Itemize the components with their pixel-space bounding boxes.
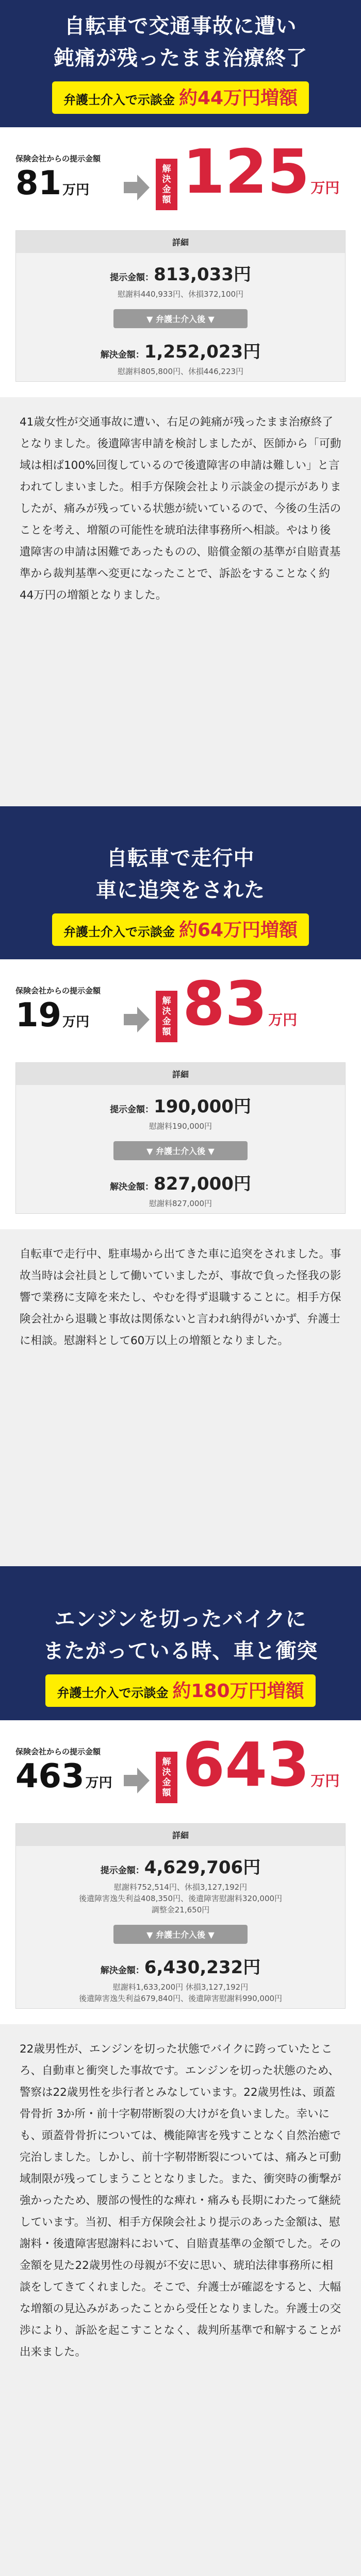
after-amount: 125万円 [183, 136, 340, 207]
offer-value: 4,629,706円 [144, 1857, 261, 1878]
detail-header: 詳細 [16, 1063, 345, 1085]
case-card [0, 1593, 361, 2576]
case-title-line-2: 車に追突をされた [96, 878, 265, 902]
case-header [0, 1593, 361, 1720]
offer-label: 提示金額： [110, 1105, 154, 1115]
settle-label: 解決金額： [100, 350, 144, 360]
case-title-line-1: 自転車で走行中 [106, 846, 255, 870]
case-story: 自転車で走行中、駐車場から出てきた車に追突をされました。事故当時は会社員として働いていましたが、事故で負った怪我の影響で業務に支障を来たし、やむを得ず退職することに。相手方保険会社から退職と事故は関係ないと言われ納得がいかず、弁護士に相談。慰謝料として60万以上の増額となりました。 [0, 1229, 361, 1369]
case-header [0, 0, 361, 127]
before-amount: 81万円 [15, 164, 90, 202]
settle-label: 解決金額： [110, 1182, 154, 1192]
amount-comparison [15, 968, 346, 1051]
badge-prefix: 弁護士介入で示談金 [63, 925, 175, 939]
settlement-tag: 解決金額 [156, 159, 177, 210]
before-amount: 463万円 [15, 1757, 112, 1795]
settle-breakdown: 慰謝料1,633,200円 休損3,127,192円 [112, 1982, 249, 1992]
amount-card [0, 1720, 361, 2024]
arrow-right-icon [124, 1004, 151, 1035]
detail-header: 詳細 [16, 231, 345, 253]
amount-comparison [15, 136, 346, 219]
after-amount: 643万円 [183, 1729, 340, 1800]
offer-value: 813,033円 [154, 264, 251, 285]
after-lawyer-divider: ▼ 弁護士介入後 ▼ [113, 309, 248, 328]
detail-box [15, 1062, 346, 1214]
case-card [0, 832, 361, 1566]
amount-comparison [15, 1729, 346, 1812]
offer-breakdown: 慰謝料190,000円 [149, 1122, 212, 1131]
offer-label: 提示金額： [100, 1866, 144, 1876]
after-lawyer-divider: ▼ 弁護士介入後 ▼ [113, 1925, 248, 1944]
case-title-line-1: エンジンを切ったバイクに [54, 1607, 307, 1631]
settle-value: 6,430,232円 [144, 1957, 261, 1978]
before-label: 保険会社からの提示金額 [15, 154, 101, 163]
offer-breakdown: 慰謝料752,514円、休損3,127,192円 [113, 1883, 248, 1892]
before-amount: 19万円 [15, 996, 90, 1035]
offer-value: 190,000円 [154, 1096, 251, 1117]
offer-breakdown: 調整金21,650円 [151, 1905, 210, 1914]
after-amount: 83万円 [183, 968, 298, 1039]
badge-prefix: 弁護士介入で示談金 [63, 93, 175, 107]
detail-header: 詳細 [16, 1824, 345, 1846]
detail-box [15, 230, 346, 382]
badge-amount: 約180万円増額 [172, 1681, 304, 1702]
case-title-line-2: 鈍痛が残ったまま治療終了 [54, 46, 307, 70]
settle-breakdown: 慰謝料827,000円 [149, 1199, 212, 1208]
increase-badge [52, 81, 309, 114]
case-title-line-2: またがっている時、車と衝突 [43, 1639, 318, 1663]
settle-label: 解決金額： [100, 1965, 144, 1976]
badge-prefix: 弁護士介入で示談金 [57, 1686, 169, 1700]
amount-card [0, 959, 361, 1229]
settle-value: 1,252,023円 [144, 342, 261, 362]
case-story: 41歳女性が交通事故に遭い、右足の鈍痛が残ったまま治療終了となりました。後遺障害申請を検討しましたが、医師から「可動域は相ば100%回復しているので後遺障害の申請は難しい」と言われてしまいました。相手方保険会社より示談金の提示がありましたが、痛みが残っている状態が続いているので、今後の生活のことを考え、増額の可能性を琥珀法律事務所へ相談。やはり後遺障害の申請は困難であったものの、賠償金額の基準が自賠責基準から裁判基準へ変更になったことで、訴訟をすることなく約44万円の増額となりました。 [0, 397, 361, 624]
case-story: 22歳男性が、エンジンを切った状態でバイクに跨っていたところ、自動車と衝突した事故です。エンジンを切った状態のため、警察は22歳男性を歩行者とみなしています。22歳男性は、頭蓋骨骨折 3か所・前十字靭帯断裂の大けがを負いました。幸いにも、頭蓋骨骨折については、機能障害を残すことなく自然治癒で完治しました。しかし、前十字靭帯断裂については、痛みと可動域制限が残ってしまうこととなりました。また、衝突時の衝撃が強かったため、腰部の慢性的な痺れ・痛みも長期にわたって継続しています。当初、相手方保険会社より提示のあった金額は、慰謝料・後遺障害慰謝料において、自賠責基準の金額でした。その金額を見た22歳男性の母親が不安に思い、琥珀法律事務所に相談をしてきてくれました。そこで、弁護士が確認をすると、大幅な増額の見込みがあったことから受任となりました。弁護士の交渉により、訴訟を起こすことなく、裁判所基準で和解することが出来ました。 [0, 2024, 361, 2381]
case-card [0, 0, 361, 806]
offer-breakdown: 慰謝料440,933円、休損372,100円 [117, 290, 244, 299]
offer-label: 提示金額： [110, 273, 154, 283]
arrow-right-icon [124, 1765, 151, 1795]
increase-badge [45, 1674, 315, 1707]
settlement-tag: 解決金額 [156, 1752, 177, 1803]
offer-breakdown: 後遺障害逸失利益408,350円、後遺障害慰謝料320,000円 [78, 1894, 283, 1903]
settle-breakdown: 慰謝料805,800円、休損446,223円 [117, 367, 244, 376]
arrow-right-icon [124, 172, 151, 202]
before-label: 保険会社からの提示金額 [15, 986, 101, 995]
amount-card [0, 127, 361, 397]
detail-box [15, 1823, 346, 2009]
badge-amount: 約44万円増額 [178, 88, 298, 109]
before-label: 保険会社からの提示金額 [15, 1747, 101, 1756]
badge-amount: 約64万円増額 [178, 920, 298, 941]
increase-badge [52, 913, 309, 946]
settlement-tag: 解決金額 [156, 991, 177, 1042]
after-lawyer-divider: ▼ 弁護士介入後 ▼ [113, 1141, 248, 1160]
settle-value: 827,000円 [154, 1174, 251, 1194]
settle-breakdown: 後遺障害逸失利益679,840円、後遺障害慰謝料990,000円 [78, 1994, 283, 2003]
case-header [0, 832, 361, 959]
case-title-line-1: 自転車で交通事故に遭い [64, 14, 297, 38]
